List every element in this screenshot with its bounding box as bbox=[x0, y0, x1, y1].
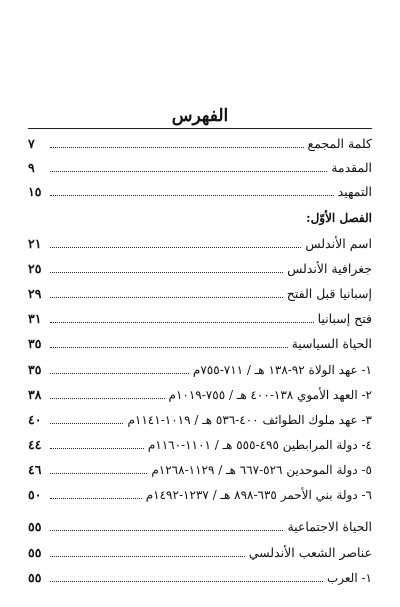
toc-row bbox=[28, 458, 372, 478]
toc-row bbox=[28, 332, 372, 352]
dot-leader bbox=[50, 472, 147, 474]
toc-page-number: ٣٥ bbox=[28, 336, 42, 351]
toc-entry-label: عناصر الشعب الأندلسي bbox=[248, 545, 372, 560]
toc-entry-label: ٣- عهد ملوك الطوائف ٤٠٠-٥٣٦ هـ / ١٠١٩-١١٤١م bbox=[127, 413, 372, 427]
toc-row bbox=[28, 566, 372, 586]
toc-entry-label: كلمة المجمع bbox=[307, 136, 372, 151]
toc-row bbox=[28, 132, 372, 152]
dot-leader bbox=[50, 372, 189, 374]
dot-leader bbox=[50, 346, 288, 348]
toc-page-number: ٤٠ bbox=[28, 412, 42, 427]
dot-leader bbox=[50, 529, 283, 531]
toc-entry-label: ١- العرب bbox=[326, 571, 372, 585]
toc-row bbox=[28, 541, 372, 561]
toc-entry-label: المقدمة bbox=[331, 160, 372, 175]
toc-page-number: ١٥ bbox=[28, 184, 42, 199]
toc-entry-label: جغرافية الأندلس bbox=[287, 261, 372, 276]
toc-row bbox=[28, 180, 372, 200]
toc-entry-label: ٥- دولة الموحدين ٥٢٦-٦٦٧ هـ / ١١٢٩-١٢٦٨م bbox=[151, 463, 372, 477]
toc-entry-label: ٢- العهد الأموي ١٣٨-٤٠٠ هـ / ٧٥٥-١٠١٩م bbox=[168, 388, 372, 402]
toc-row bbox=[28, 156, 372, 176]
section-label: الفصل الأوّل: bbox=[306, 211, 372, 225]
toc-entry-label: الحياة السياسية bbox=[291, 336, 372, 351]
toc-section-heading bbox=[28, 206, 372, 226]
toc-entry-label: اسم الأندلس bbox=[305, 236, 372, 251]
toc-page-number: ٥٥ bbox=[28, 545, 42, 560]
toc-page-number: ٥٠ bbox=[28, 487, 42, 502]
toc-row bbox=[28, 433, 372, 453]
toc-page-number: ٥٥ bbox=[28, 519, 42, 534]
dot-leader bbox=[50, 271, 283, 273]
toc-row bbox=[28, 307, 372, 327]
dot-leader bbox=[50, 555, 245, 557]
dot-leader bbox=[50, 146, 304, 148]
toc-row bbox=[28, 515, 372, 535]
toc-row bbox=[28, 282, 372, 302]
dot-leader bbox=[50, 296, 283, 298]
toc-page-number: ٩ bbox=[28, 160, 35, 175]
toc-page-number: ٣٨ bbox=[28, 387, 42, 402]
dot-leader bbox=[50, 580, 323, 582]
toc-entry-label: التمهيد bbox=[337, 184, 372, 199]
toc-row bbox=[28, 358, 372, 378]
toc-entry-label: ٦- دولة بني الأحمر ٦٣٥-٨٩٨ هـ / ١٢٣٧-١٤٩٢م bbox=[145, 488, 372, 502]
toc-row bbox=[28, 483, 372, 503]
toc-row bbox=[28, 257, 372, 277]
toc-row bbox=[28, 408, 372, 428]
toc-page-number: ٣١ bbox=[28, 311, 42, 326]
dot-leader bbox=[50, 497, 142, 499]
toc-row bbox=[28, 383, 372, 403]
toc-entry-label: ٤- دولة المرابطين ٤٩٥-٥٥٥ هـ / ١١٠١-١١٦٠م bbox=[147, 438, 372, 452]
dot-leader bbox=[50, 422, 123, 424]
toc-entry-label: ١- عهد الولاة ٩٢-١٣٨ هـ / ٧١١-٧٥٥م bbox=[192, 363, 372, 377]
toc-entry-label: إسبانيا قبل الفتح bbox=[286, 286, 372, 301]
toc-entry-label: الحياة الاجتماعية bbox=[287, 519, 372, 534]
dot-leader bbox=[50, 194, 334, 196]
dot-leader bbox=[50, 170, 327, 172]
toc-page-number: ٢٩ bbox=[28, 286, 42, 301]
toc-page-number: ٤٦ bbox=[28, 462, 42, 477]
toc-page-number: ٤٤ bbox=[28, 437, 42, 452]
toc-page-number: ٣٥ bbox=[28, 362, 42, 377]
dot-leader bbox=[50, 397, 165, 399]
page-title: الفهرس bbox=[171, 106, 229, 126]
toc-page-number: ٢١ bbox=[28, 236, 42, 251]
dot-leader bbox=[50, 447, 144, 449]
toc-entry-label: فتح إسبانيا bbox=[317, 311, 372, 326]
toc-row bbox=[28, 232, 372, 252]
dot-leader bbox=[50, 246, 301, 248]
toc-page-number: ٧ bbox=[28, 136, 35, 151]
toc-page-number: ٢٥ bbox=[28, 261, 42, 276]
toc-page-number: ٥٥ bbox=[28, 570, 42, 585]
dot-leader bbox=[50, 321, 314, 323]
